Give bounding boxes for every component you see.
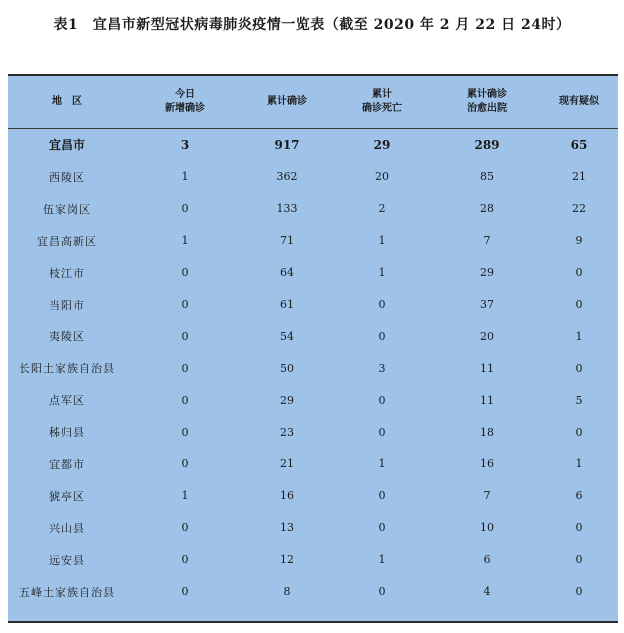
table-row — [8, 257, 618, 289]
epidemic-table — [8, 76, 618, 607]
header-new-confirmed: 今日 新增确诊 — [165, 89, 205, 114]
table-row — [8, 193, 618, 225]
cell-deaths: 1 — [378, 553, 386, 567]
cell-region: 宜昌高新区 — [37, 234, 97, 248]
cell-recovered: 11 — [480, 361, 494, 375]
cell-region: 长阳土家族自治县 — [19, 362, 115, 376]
cell-suspected: 21 — [572, 170, 586, 184]
cell-region: 猇亭区 — [49, 489, 85, 503]
cell-region: 远安县 — [49, 553, 85, 567]
cell-deaths: 0 — [378, 521, 386, 535]
table-row — [8, 512, 618, 544]
header-total-confirmed: 累计确诊 — [267, 96, 307, 107]
cell-deaths: 0 — [378, 489, 386, 503]
table-row — [8, 576, 618, 608]
cell-new: 0 — [181, 329, 189, 343]
cell-deaths: 29 — [373, 137, 391, 152]
cell-new: 1 — [181, 234, 189, 248]
table-row — [8, 225, 618, 257]
cell-deaths: 0 — [378, 298, 386, 311]
table-row — [8, 384, 618, 416]
cell-new: 0 — [181, 521, 189, 535]
cell-region: 兴山县 — [49, 521, 85, 535]
cell-new: 0 — [181, 361, 189, 375]
cell-confirmed: 8 — [283, 585, 291, 599]
table-row — [8, 448, 618, 480]
cell-suspected: 0 — [575, 298, 583, 311]
cell-suspected: 1 — [575, 329, 583, 343]
cell-confirmed: 71 — [280, 234, 294, 248]
cell-suspected: 0 — [575, 425, 583, 439]
header-total-recovered: 累计确诊 治愈出院 — [467, 89, 507, 114]
cell-confirmed: 13 — [280, 521, 294, 535]
cell-confirmed: 23 — [280, 425, 294, 439]
cell-recovered: 29 — [480, 266, 494, 280]
cell-deaths: 1 — [378, 234, 386, 248]
cell-new: 0 — [181, 425, 189, 439]
cell-confirmed: 61 — [280, 298, 294, 311]
cell-region: 点军区 — [49, 394, 85, 408]
cell-recovered: 11 — [480, 393, 494, 407]
cell-recovered: 16 — [480, 457, 494, 471]
table-row-total — [8, 128, 618, 161]
cell-region: 秭归县 — [49, 426, 85, 440]
cell-suspected: 1 — [575, 457, 583, 471]
cell-deaths: 0 — [378, 425, 386, 439]
table-row — [8, 352, 618, 384]
cell-new: 0 — [181, 393, 189, 407]
cell-suspected: 0 — [575, 585, 583, 599]
cell-deaths: 1 — [378, 457, 386, 471]
cell-confirmed: 12 — [280, 553, 294, 567]
cell-deaths: 0 — [378, 329, 386, 343]
table-row — [8, 480, 618, 512]
cell-recovered: 6 — [483, 553, 491, 567]
cell-region: 伍家岗区 — [43, 202, 91, 216]
cell-region: 宜昌市 — [48, 138, 85, 152]
cell-confirmed: 362 — [276, 170, 298, 184]
cell-deaths: 0 — [378, 585, 386, 599]
cell-region: 当阳市 — [49, 298, 85, 312]
cell-new: 0 — [181, 266, 189, 280]
table-row — [8, 320, 618, 352]
cell-deaths: 2 — [378, 202, 386, 216]
cell-new: 3 — [180, 137, 190, 152]
cell-recovered: 20 — [480, 329, 494, 343]
cell-region: 五峰土家族自治县 — [19, 585, 115, 599]
cell-new: 0 — [181, 553, 189, 567]
cell-region: 宜都市 — [49, 457, 85, 471]
cell-confirmed: 64 — [280, 266, 294, 280]
cell-deaths: 1 — [378, 266, 386, 280]
cell-region: 夷陵区 — [49, 330, 85, 344]
cell-new: 1 — [181, 489, 189, 503]
table-row — [8, 416, 618, 448]
cell-new: 0 — [181, 585, 189, 599]
cell-region: 枝江市 — [49, 266, 85, 280]
cell-suspected: 0 — [575, 361, 583, 375]
cell-confirmed: 50 — [280, 361, 294, 375]
cell-recovered: 7 — [483, 234, 491, 248]
cell-confirmed: 29 — [280, 393, 294, 407]
cell-new: 1 — [181, 170, 189, 184]
cell-suspected: 6 — [575, 489, 583, 503]
cell-suspected: 0 — [575, 521, 583, 535]
cell-suspected: 22 — [572, 202, 586, 216]
table-row — [8, 289, 618, 321]
cell-recovered: 85 — [480, 170, 494, 184]
cell-suspected: 0 — [575, 553, 583, 567]
cell-suspected: 65 — [570, 137, 588, 152]
cell-suspected: 9 — [575, 234, 583, 248]
table-row — [8, 544, 618, 576]
cell-region: 西陵区 — [49, 170, 85, 184]
cell-recovered: 289 — [474, 137, 500, 152]
cell-deaths: 3 — [378, 361, 386, 375]
table-title: 表1 宜昌市新型冠状病毒肺炎疫情一览表（截至 2020 年 2 月 22 日 24时） — [53, 17, 571, 33]
cell-new: 0 — [181, 298, 189, 311]
header-suspected: 现有疑似 — [559, 96, 599, 107]
cell-recovered: 37 — [480, 298, 494, 311]
cell-recovered: 18 — [480, 425, 494, 439]
cell-recovered: 7 — [483, 489, 491, 503]
cell-confirmed: 54 — [280, 329, 294, 343]
cell-suspected: 5 — [575, 393, 583, 407]
cell-confirmed: 16 — [280, 489, 294, 503]
cell-new: 0 — [181, 457, 189, 471]
cell-confirmed: 917 — [274, 137, 300, 152]
cell-suspected: 0 — [575, 266, 583, 280]
header-row — [8, 76, 618, 128]
cell-deaths: 0 — [378, 393, 386, 407]
cell-new: 0 — [181, 202, 189, 216]
cell-recovered: 28 — [480, 202, 494, 216]
header-total-deaths: 累计 确诊死亡 — [362, 89, 402, 114]
cell-confirmed: 133 — [276, 202, 298, 216]
table-bottom-rule — [8, 621, 618, 623]
header-region: 地 区 — [52, 96, 82, 107]
cell-recovered: 4 — [483, 585, 491, 599]
cell-recovered: 10 — [480, 521, 494, 535]
cell-deaths: 20 — [375, 170, 389, 184]
cell-confirmed: 21 — [280, 457, 294, 471]
table-row — [8, 161, 618, 193]
